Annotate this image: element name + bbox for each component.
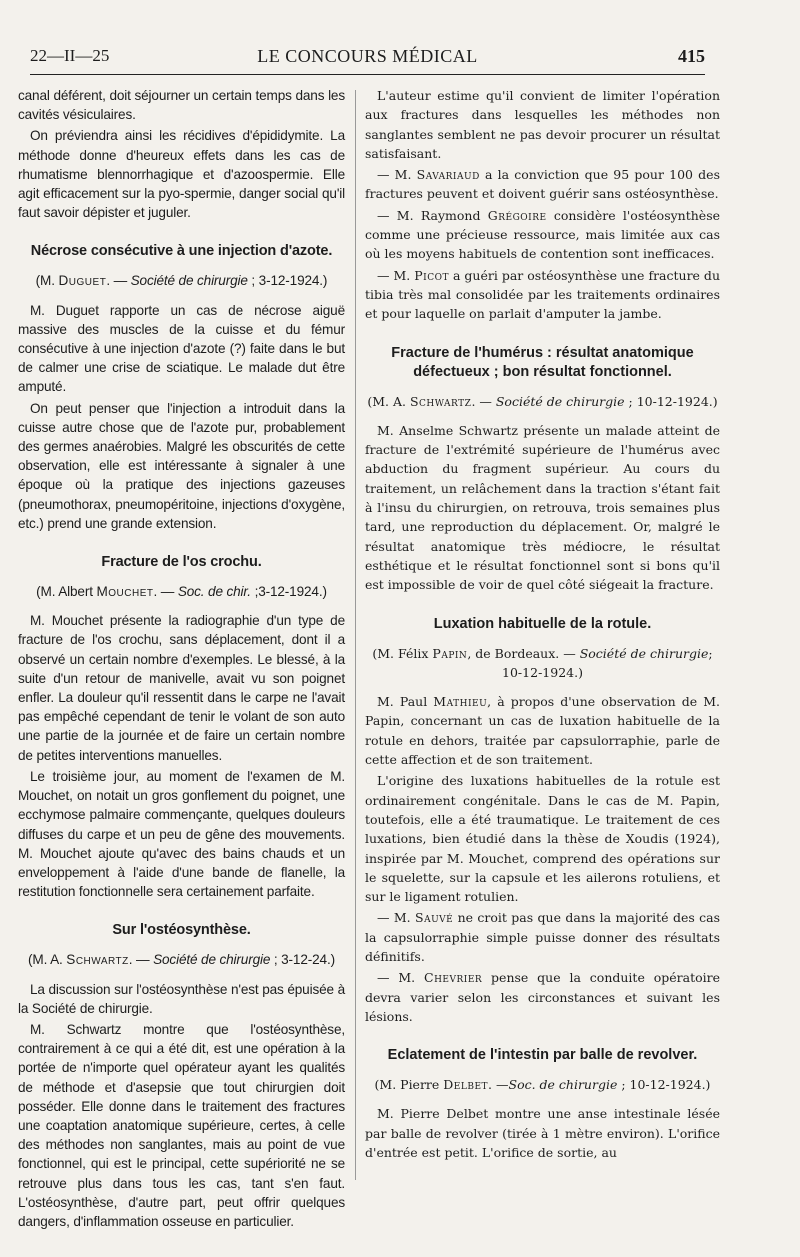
paragraph: — M. Sauvé ne croit pas que dans la majorité des cas la capsulorraphie simple puisse donner des résultats définitifs. xyxy=(365,910,720,964)
paragraph: — M. Savariaud a la conviction que 95 pour 100 des fractures peuvent et doivent guérir sans ostéosynthèse. xyxy=(365,167,720,202)
society-name: Soc. de chir. xyxy=(177,584,251,600)
author-name: Chevrier xyxy=(424,970,483,986)
paragraph: L'origine des luxations habituelles de la rotule est ordinairement congénitale. Dans le cas de M. Papin, toutefois, elle a été traumatique. Le traitement de ces luxations, bien étudié dans la thèse de Xoudis (1924), inspirée par M. Mouchet, comprend des opérations sur le squelette, sur la capsule et les ailerons rotuliens, et sur le ligament rotulien. xyxy=(365,773,720,905)
column-divider xyxy=(355,90,356,1180)
paragraph: — M. Chevrier pense que la conduite opératoire devra varier selon les circonstances et suivant les lésions. xyxy=(365,970,720,1024)
paragraph: — M. Picot a guéri par ostéosynthèse une fracture du tibia très mal consolidée par les traitements ordinaires et pour laquelle on parlait d'amputer la jambe. xyxy=(365,267,720,322)
paragraph: L'auteur estime qu'il convient de limiter l'opération aux fractures dans lesquelles les méthodes non sanglantes semblent ne pas devoir procurer un résultat satisfaisant. xyxy=(365,88,720,161)
author-name: Schwartz xyxy=(409,393,472,409)
author-name: Duguet xyxy=(58,273,107,289)
citation: (M. Albert Mouchet. — Soc. de chir. ;3-12-1924.) xyxy=(36,584,327,600)
paragraph: canal déférent, doit séjourner un certain temps dans les cavités vésiculaires. xyxy=(18,88,345,123)
citation: (M. A. Schwartz. — Société de chirurgie ; 3-12-24.) xyxy=(28,952,335,968)
paragraph: M. Pierre Delbet montre une anse intestinale lésée par balle de revolver (tirée à 1 mètre environ). L'orifice d'entrée est petit. L'orifice de sortie, au xyxy=(365,1106,720,1161)
section-title: Luxation habituelle de la rotule. xyxy=(433,615,652,632)
society-name: Société de chirurgie xyxy=(153,952,271,968)
author-name: Mouchet xyxy=(96,584,154,600)
right-column xyxy=(365,86,720,1164)
paragraph: Le troisième jour, au moment de l'examen de M. Mouchet, on notait un gros gonflement du poignet, une ecchymose palmaire commençante, quelques douleurs diffuses du carpe et un peu de gêne des mouvements. M. Mouchet ajoute qu'avec des bains chauds et un enveloppement à l'aide d'une bande de flanelle, la restitution fonctionnelle sera certainement parfaite. xyxy=(18,768,345,900)
paragraph: M. Paul Mathieu, à propos d'une observation de M. Papin, concernant un cas de luxation habituelle de la rotule en dehors, traitée par capsulorraphie, parle de cette affection et de son traitement. xyxy=(365,694,720,768)
author-name: Mathieu xyxy=(433,694,488,710)
section-title: Eclatement de l'intestin par balle de revolver. xyxy=(387,1047,698,1064)
society-name: Société de chirurgie xyxy=(130,273,248,289)
author-name: Grégoire xyxy=(487,207,547,223)
citation: (M. Duguet. — Société de chirurgie ; 3-12-1924.) xyxy=(35,273,328,289)
section-title: Nécrose consécutive à une injection d'azote. xyxy=(30,243,333,260)
paragraph: On préviendra ainsi les récidives d'épididymite. La méthode donne d'heureux effets dans les cas de rhumatisme blennorrhagique et d'azoospermie. Elle agit efficacement sur la pyo-spermie, danger social qu'il faut savoir dépister et juguler. xyxy=(18,128,345,221)
author-name: Schwartz xyxy=(66,952,129,968)
society-name: Soc. de chirurgie xyxy=(508,1077,618,1093)
society-name: Société de chirurgie xyxy=(579,645,709,661)
paragraph: On peut penser que l'injection a introduit dans la cuisse autre chose que de l'azote pur, probablement des germes anaérobies. Malgré les obscurités de cette observation, elle est intéressante à signaler à une époque où la pratique des injections gazeuses (pneumothorax, pneumopéritoine, injections d'oxygène, etc.) prend une grande extension. xyxy=(18,400,345,531)
paragraph: — M. Raymond Grégoire considère l'ostéosynthèse comme une précieuse ressource, mais limitée aux cas où les moyens habituels de contention sont inefficaces. xyxy=(365,207,721,262)
society-name: Société de chirurgie xyxy=(495,393,625,409)
citation: (M. Pierre Delbet. —Soc. de chirurgie ; 10-12-1924.) xyxy=(374,1077,711,1093)
paragraph: M. Mouchet présente la radiographie d'un type de fracture de l'os crochu, sans déplacement, dont il a observé un certain nombre d'exemples. Le blessé, à la suite d'un retour de manivelle, avait vu son poignet enfler. La douleur qu'il ressentit dans le carpe ne l'avait pas empêché cependant de tenir le volant de son auto une partie de la journée et de faire un certain nombre de petites interventions manuelles. xyxy=(18,613,345,763)
author-name: Delbet xyxy=(443,1077,489,1093)
author-name: Sauvé xyxy=(415,910,454,926)
citation: (M. Félix Papin, de Bordeaux. — Société de chirurgie; 10-12-1924.) xyxy=(372,645,713,680)
section-title: Fracture de l'humérus : résultat anatomique défectueux ; bon résultat fonctionnel. xyxy=(391,344,694,380)
author-name: Papin xyxy=(432,645,468,661)
citation: (M. A. Schwartz. — Société de chirurgie ; 10-12-1924.) xyxy=(367,393,718,409)
section-title: Sur l'ostéosynthèse. xyxy=(112,922,251,939)
paragraph: La discussion sur l'ostéosynthèse n'est pas épuisée à la Société de chirurgie. xyxy=(18,981,345,1016)
author-name: Picot xyxy=(414,267,449,283)
author-name: Savariaud xyxy=(416,167,480,183)
paragraph: M. Anselme Schwartz présente un malade atteint de fracture de l'extrémité supérieure de l'humérus avec abduction du fragment supérieur. Au cours du traitement, un relâchement dans la traction s'étant fait à l'insu du chirurgien, on retrouva, trois semaines plus tard, une reproduction du déplacement. Or, malgré le résultat anatomique très médiocre, le résultat esthétique et le résultat fonctionnel sont si bons qu'il est impossible de voir de quel côté siégeait la fracture. xyxy=(365,422,720,593)
journal-title: LE CONCOURS MÉDICAL xyxy=(257,46,478,66)
section-title: Fracture de l'os crochu. xyxy=(101,554,262,571)
paragraph: M. Duguet rapporte un cas de nécrose aiguë massive des muscles de la cuisse et du fémur consécutive à une injection d'azote (?) faite dans le but de calmer une crise de sciatique. Le malade dut être amputé. xyxy=(18,302,345,395)
paragraph: M. Schwartz montre que l'ostéosynthèse, contrairement à ce qui a été dit, est une opération à la portée de n'importe quel opérateur ayant les qualités de méthode et d'asepsie que tout chirurgien doit posséder. Elle donne dans le traitement des fractures une coaptation anatomique supérieure, certes, à celle des méthodes non sanglantes, mais au point de vue fonctionnel, qui est le principal, cette supériorité ne se retrouve plus dans tous les cas, tant s'en faut. L'ostéosynthèse, d'autre part, peut offrir quelques dangers, d'inflammation osseuse en particulier. xyxy=(18,1021,345,1229)
issue-date: 22—II—25 xyxy=(30,46,110,65)
page-number: 415 xyxy=(678,46,705,66)
left-column xyxy=(18,86,345,1233)
page-header xyxy=(30,44,705,75)
